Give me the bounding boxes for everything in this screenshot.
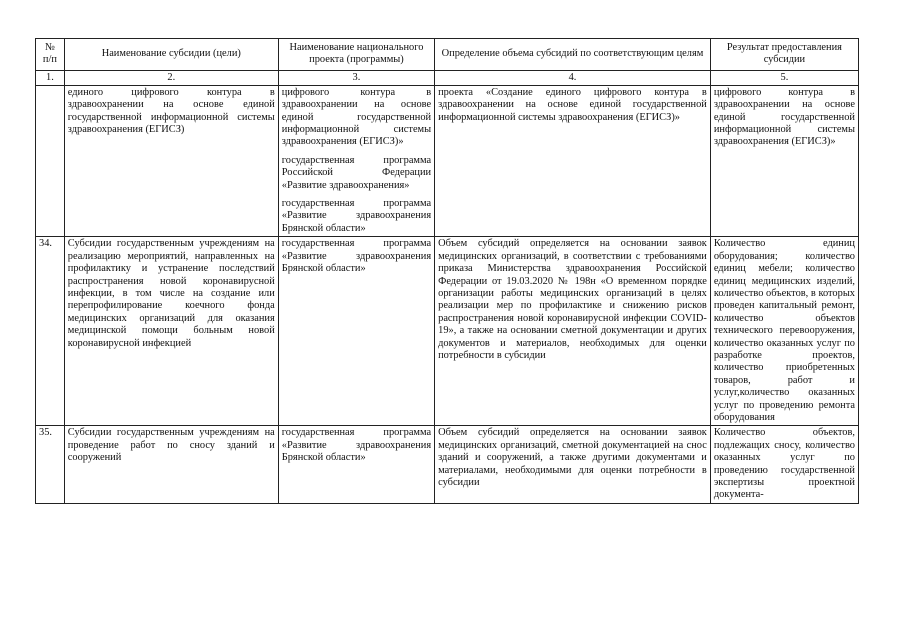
subsidy-name-cell: Субсидии государственным учреждениям на проведение работ по сносу зданий и сооружений [64,426,278,503]
program-text: государственная программа Российской Федерации «Развитие здравоохранения» [281,154,432,191]
column-number-3: 3. [278,70,434,85]
column-number-5: 5. [710,70,858,85]
program-cell [278,85,434,236]
program-text: государственная программа «Развитие здравоохранения Брянской области» [281,427,432,464]
table-row [36,85,859,236]
program-text: государственная программа «Развитие здравоохранения Брянской области» [281,198,432,234]
program-cell [278,426,434,503]
volume-cell: Объем субсидий определяется на основании заявок медицинских организаций, в соответствии с требованиями приказа Министерства здравоохранения Российской Федерации от 19.03.2020 № 198н «О временном порядке организации работы медицинских организаций в целях реализации мер по профилактике и снижению рисков распространения новой коронавирусной инфекции COVID-19», а также на основании сметной документации и других документов и материалов, необходимых для оценки потребности в субсидии [435,237,711,426]
table-row [36,237,859,426]
header-row [36,39,859,71]
result-cell: Количество объектов, подлежащих сносу, количество оказанных услуг по проведению государственной экспертизы проектной документа- [710,426,858,503]
subsidy-name-cell: единого цифрового контура в здравоохранении на основе единой государственной информационной системы здравоохранения (ЕГИСЗ) [64,85,278,236]
result-cell: цифрового контура в здравоохранении на основе единой государственной информационной системы здравоохранения (ЕГИСЗ)» [710,85,858,236]
volume-cell: Объем субсидий определяется на основании заявок медицинских организаций, сметной документацией на снос зданий и сооружений, а также другими документами и материалами, необходимыми для оценки потребности в субсидии [435,426,711,503]
column-number-1: 1. [36,70,65,85]
header-volume: Определение объема субсидий по соответствующим целям [435,39,711,71]
column-number-4: 4. [435,70,711,85]
header-subsidy-name: Наименование субсидии (цели) [64,39,278,71]
program-text: цифрового контура в здравоохранении на основе единой государственной информационной системы здравоохранения (ЕГИСЗ)» [281,86,432,148]
program-cell [278,237,434,426]
volume-cell: проекта «Создание единого цифрового контура в здравоохранении на основе единой государственной информационной системы здравоохранения (ЕГИСЗ)» [435,85,711,236]
result-cell: Количество единиц оборудования; количество единиц мебели; количество единиц медицинских изделий, количество объектов, в которых проведен капитальный ремонт, количество объектов технического перевооружения, количество оказанных услуг по разработке проектов, количество приобретенных товаров, работ и услуг,количество оказанных услуг по проведению ремонта оборудования [710,237,858,426]
column-number-row [36,70,859,85]
row-number [36,85,65,236]
column-number-2: 2. [64,70,278,85]
header-project-name: Наименование национального проекта (программы) [278,39,434,71]
header-result: Результат предоставления субсидии [710,39,858,71]
subsidy-name-cell: Субсидии государственным учреждениям на реализацию мероприятий, направленных на профилактику и устранение последствий распространения новой коронавирусной инфекции, в том числе на создание или перепрофилирование коечного фонда медицинских организаций для оказания медицинской помощи больным новой коронавирусной инфекцией [64,237,278,426]
row-number: 35. [36,426,65,503]
header-number: № п/п [36,39,65,71]
subsidies-table [35,38,859,504]
program-text: государственная программа «Развитие здравоохранения Брянской области» [281,238,432,275]
table-row [36,426,859,503]
row-number: 34. [36,237,65,426]
